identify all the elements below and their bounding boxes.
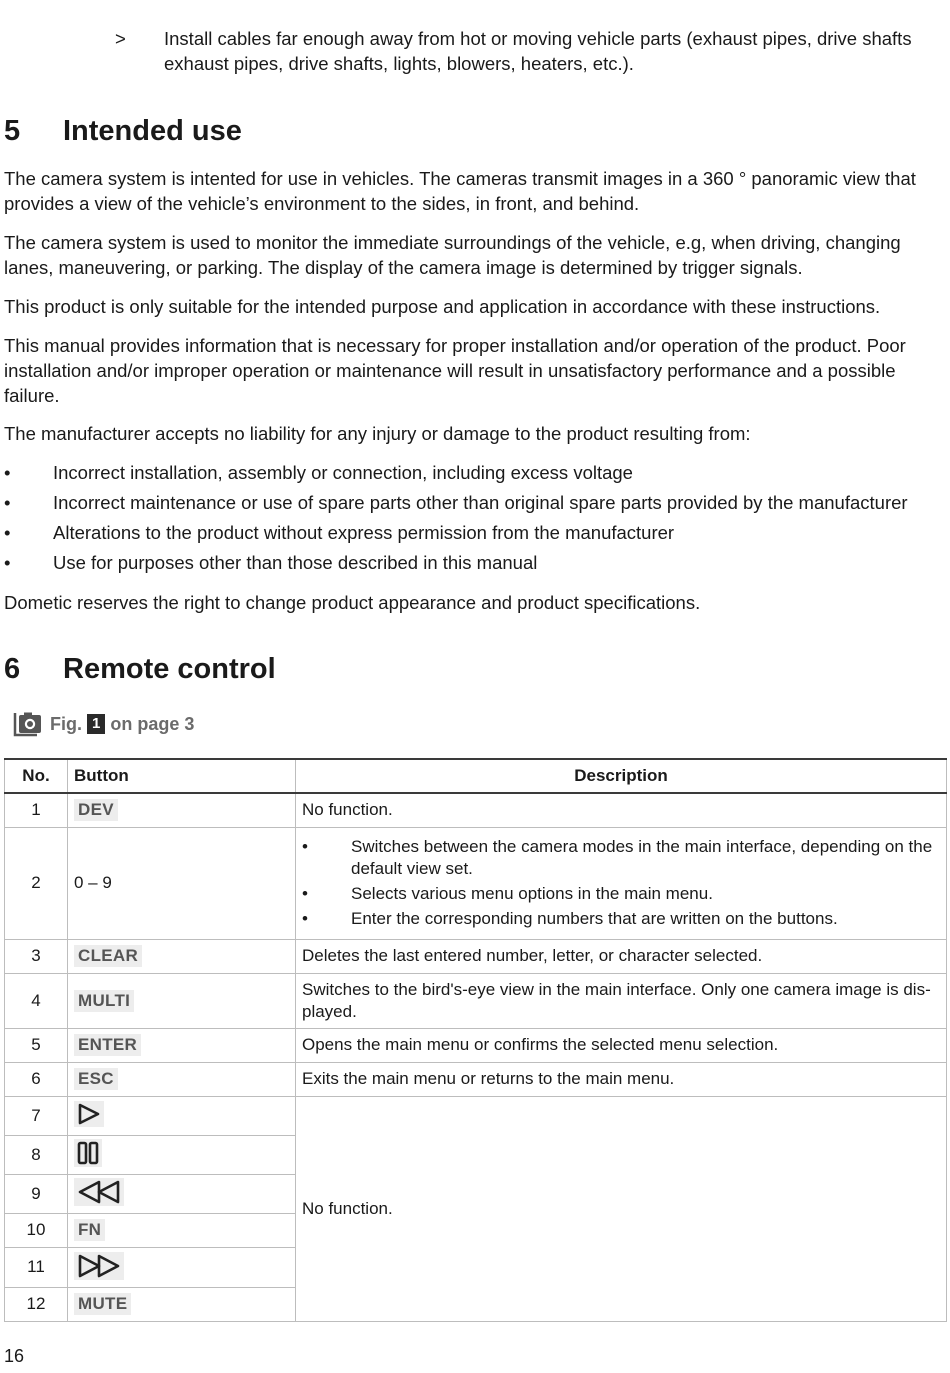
list-item: • Selects various menu options in the main menu. [302, 884, 713, 903]
page-number: 16 [4, 1346, 25, 1366]
remote-control-table [4, 758, 947, 1322]
play-icon [74, 1101, 104, 1127]
table-row: 10 FN [5, 1213, 947, 1247]
table-row: 3 CLEAR Deletes the last entered number, letter, or character selected. [5, 939, 947, 973]
section-number: 5 [4, 115, 21, 147]
section-title: Intended use [63, 115, 242, 147]
key-esc: ESC [74, 1068, 118, 1090]
table-row: 9 [5, 1174, 947, 1213]
key-enter: ENTER [74, 1034, 141, 1056]
key-dev: DEV [74, 799, 118, 821]
key-clear: CLEAR [74, 945, 142, 967]
table-row: 2 0 – 9 • Switches between the camera modes in the main interface, depending on the default view set. • Selects various menu options in the main menu. • Enter the corresponding numbers that are written on the buttons. [5, 827, 947, 939]
merged-description: No function. [296, 1096, 947, 1321]
paragraph: The camera system is used to monitor the immediate surroundings of the vehicle, e.g, when driving, changing lanes, maneuvering, or parking. The display of the camera image is determined by trigger signals. [4, 232, 901, 278]
list-item: • Switches between the camera modes in the main interface, depending on the default view set. [302, 837, 933, 878]
paragraph: This product is only suitable for the intended purpose and application in accordance with these instructions. [4, 296, 881, 317]
paragraph: The manufacturer accepts no liability for any injury or damage to the product resulting from: [4, 423, 751, 444]
table-row: 4 MULTI Switches to the bird's-eye view in the main interface. Only one camera image is dis-played. [5, 973, 947, 1028]
note-text: Install cables far enough away from hot or moving vehicle parts (exhaust pipes, drive shafts exhaust pipes, drive shafts, lights, blowers, heaters, etc.). [164, 28, 912, 74]
section-title: Remote control [63, 653, 276, 685]
table-row: 7 No function. [5, 1096, 947, 1135]
closing-paragraph: Dometic reserves the right to change product appearance and product specifications. [4, 592, 701, 613]
camera-icon [12, 709, 44, 739]
note-marker: > [115, 28, 126, 49]
header-no: No. [5, 759, 68, 793]
fig-number: 1 [87, 714, 105, 734]
fast-forward-icon [74, 1252, 124, 1280]
key-multi: MULTI [74, 990, 134, 1012]
figure-reference [12, 706, 194, 742]
section-number: 6 [4, 653, 21, 685]
table-row: 5 ENTER Opens the main menu or confirms the selected menu selection. [5, 1028, 947, 1062]
list-item: • Enter the corresponding numbers that are written on the buttons. [302, 909, 838, 928]
paragraph: This manual provides information that is necessary for proper installation and/or operation of the product. Poor installation and/or improper operation or maintenance will result in unsatisfactory performance and a possible failure. [4, 335, 906, 406]
liability-list [4, 460, 939, 580]
key-digits: 0 – 9 [74, 873, 112, 892]
rewind-icon [74, 1178, 124, 1206]
list-item: • Incorrect maintenance or use of spare parts other than original spare parts provided by the manufacturer [4, 492, 908, 513]
table-row: 11 [5, 1247, 947, 1287]
key-fn: FN [74, 1219, 105, 1241]
table-row: 12 MUTE [5, 1287, 947, 1321]
header-description: Description [296, 759, 947, 793]
header-button: Button [68, 759, 296, 793]
list-item: • Use for purposes other than those described in this manual [4, 552, 538, 573]
description-list [302, 836, 940, 930]
pause-icon [74, 1139, 102, 1167]
key-mute: MUTE [74, 1293, 131, 1315]
paragraph: The camera system is intented for use in vehicles. The cameras transmit images in a 360 ° panoramic view that provides a view of the vehicle’s environment to the sides, in front, and behind. [4, 168, 916, 214]
list-item: • Incorrect installation, assembly or connection, including excess voltage [4, 462, 633, 483]
fig-suffix: on page 3 [110, 713, 195, 734]
fig-prefix: Fig. [50, 713, 82, 734]
table-row: 1 DEV No function. [5, 793, 947, 827]
list-item: • Alterations to the product without express permission from the manufacturer [4, 522, 675, 543]
table-header-row [5, 759, 947, 793]
table-row: 6 ESC Exits the main menu or returns to the main menu. [5, 1062, 947, 1096]
table-row: 8 [5, 1135, 947, 1174]
